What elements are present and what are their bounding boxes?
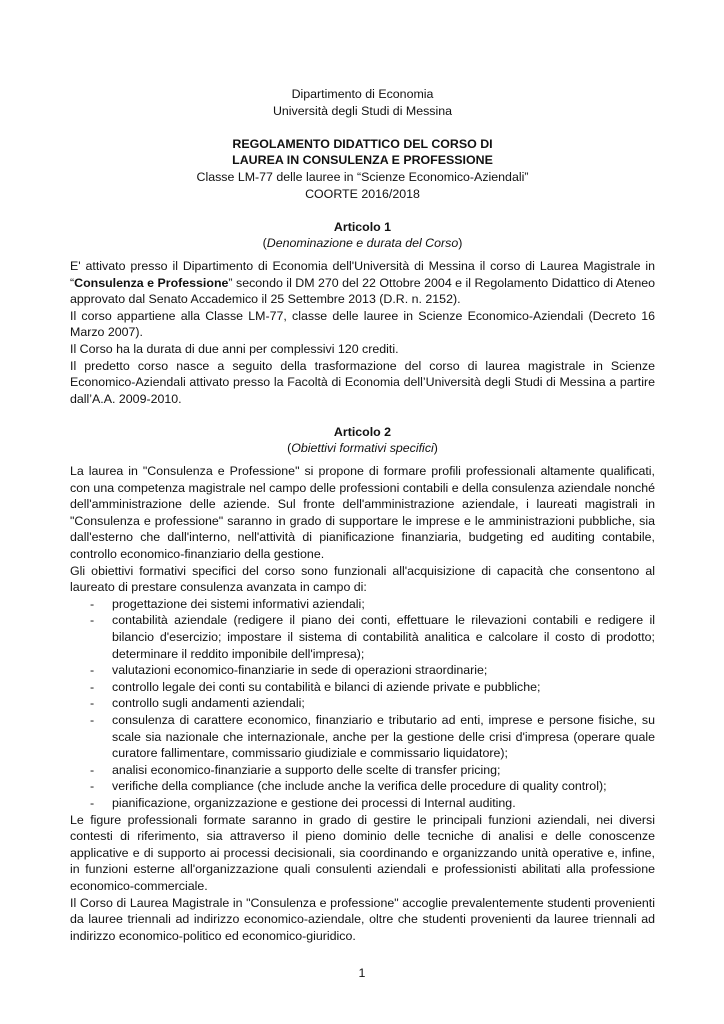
article-2-paragraph-3: Le figure professionali formate saranno in grado di gestire le principali funzioni aziendali, nei diversi contesti di riferimento, sia attraverso il pieno dominio delle tecniche di analisi e delle conoscenze applicative e di supporto ai processi decisionali, sia coordinando e organizzando unità operative e, infine, in funzioni esterne all'organizzazione quali consulenti aziendali e professionisti abilitati alla professione economico-commerciale.	[70, 812, 655, 893]
list-item: - analisi economico-finanziarie a supporto delle scelte di transfer pricing;	[112, 762, 655, 779]
list-item: - contabilità aziendale (redigere il piano dei conti, effettuare le rilevazioni contabili e redigere il bilancio d'esercizio; impostare il sistema di contabilità analitica e calcolare il costo di prodotto; determinare il reddito imponibile dell'impresa);	[112, 612, 655, 662]
objectives-list	[70, 596, 655, 812]
cohort-line: COORTE 2016/2018	[305, 186, 420, 201]
article-1-paragraph-1: E' attivato presso il Dipartimento di Economia dell'Università di Messina il corso di Laurea Magistrale in “Consulenza e Professione” secondo il DM 270 del 22 Ottobre 2004 e il Regolamento Didattico di Ateneo approvato dal Senato Accademico il 25 Settembre 2013 (D.R. n. 2152).	[70, 258, 655, 307]
article-1-paragraph-3: Il Corso ha la durata di due anni per complessivi 120 crediti.	[70, 341, 399, 356]
list-item: - pianificazione, organizzazione e gestione dei processi di Internal auditing.	[112, 795, 655, 812]
article-2-subtitle: (Obiettivi formativi specifici)	[287, 441, 438, 456]
class-line: Classe LM-77 delle lauree in “Scienze Economico-Aziendali”	[196, 169, 529, 184]
list-item: - progettazione dei sistemi informativi aziendali;	[112, 596, 655, 613]
department-name: Dipartimento di Economia	[291, 87, 434, 101]
list-item: - valutazioni economico-finanziarie in sede di operazioni straordinarie;	[112, 662, 655, 679]
title-line-1: REGOLAMENTO DIDATTICO DEL CORSO DI	[232, 136, 493, 151]
article-1-subtitle: (Denominazione e durata del Corso)	[262, 236, 463, 251]
article-2-paragraph-2: Gli obiettivi formativi specifici del corso sono funzionali all'acquisizione di capacità che consentono al laureato di prestare consulenza avanzata in campo di:	[70, 563, 655, 595]
list-item: - controllo legale dei conti su contabilità e bilanci di aziende private e pubbliche;	[112, 679, 655, 696]
article-2-heading: Articolo 2	[333, 424, 392, 439]
page-number: 1	[358, 966, 366, 980]
article-2-paragraph-4: Il Corso di Laurea Magistrale in "Consulenza e professione" accoglie prevalentemente studenti provenienti da lauree triennali ad indirizzo economico-aziendale, oltre che studenti provenienti da lauree triennali ad indirizzo economico-politico ed economico-giuridico.	[70, 895, 655, 943]
article-1-heading: Articolo 1	[333, 219, 392, 234]
university-name: Università degli Studi di Messina	[272, 103, 453, 118]
article-1-paragraph-2: Il corso appartiene alla Classe LM-77, classe delle lauree in Scienze Economico-Aziendali (Decreto 16 Marzo 2007).	[70, 308, 655, 340]
article-2-paragraph-1: La laurea in "Consulenza e Professione" si propone di formare profili professionali altamente qualificati, con una competenza magistrale nel campo delle professioni contabili e della consulenza aziendale nonché dell'amministrazione delle aziende. Sul fronte dell'amministrazione aziendale, i laureati magistrali in "Consulenza e professione" saranno in grado di supportare le imprese e le amministrazioni pubbliche, sia dall'esterno che dall'interno, nell'attività di pianificazione finanziaria, budgeting ed auditing contabile, controllo economico-finanziario della gestione.	[70, 464, 655, 562]
list-item: - verifiche della compliance (che include anche la verifica delle procedure di quality control);	[112, 778, 655, 795]
article-1-paragraph-4: Il predetto corso nasce a seguito della trasformazione del corso di laurea magistrale in Scienze Economico-Aziendali attivato presso la Facoltà di Economia dell’Università degli Studi di Messina a partire dall’A.A. 2009-2010.	[70, 358, 655, 406]
list-item: - controllo sugli andamenti aziendali;	[112, 695, 655, 712]
document-page	[70, 86, 655, 944]
title-line-2: LAUREA IN CONSULENZA E PROFESSIONE	[232, 153, 493, 168]
list-item: - consulenza di carattere economico, finanziario e tributario ad enti, imprese e persone fisiche, su scale sia nazionale che internazionale, anche per la gestione delle crisi d'impresa (operare quale curatore fallimentare, commissario giudiziale e commissario liquidatore);	[112, 712, 655, 762]
